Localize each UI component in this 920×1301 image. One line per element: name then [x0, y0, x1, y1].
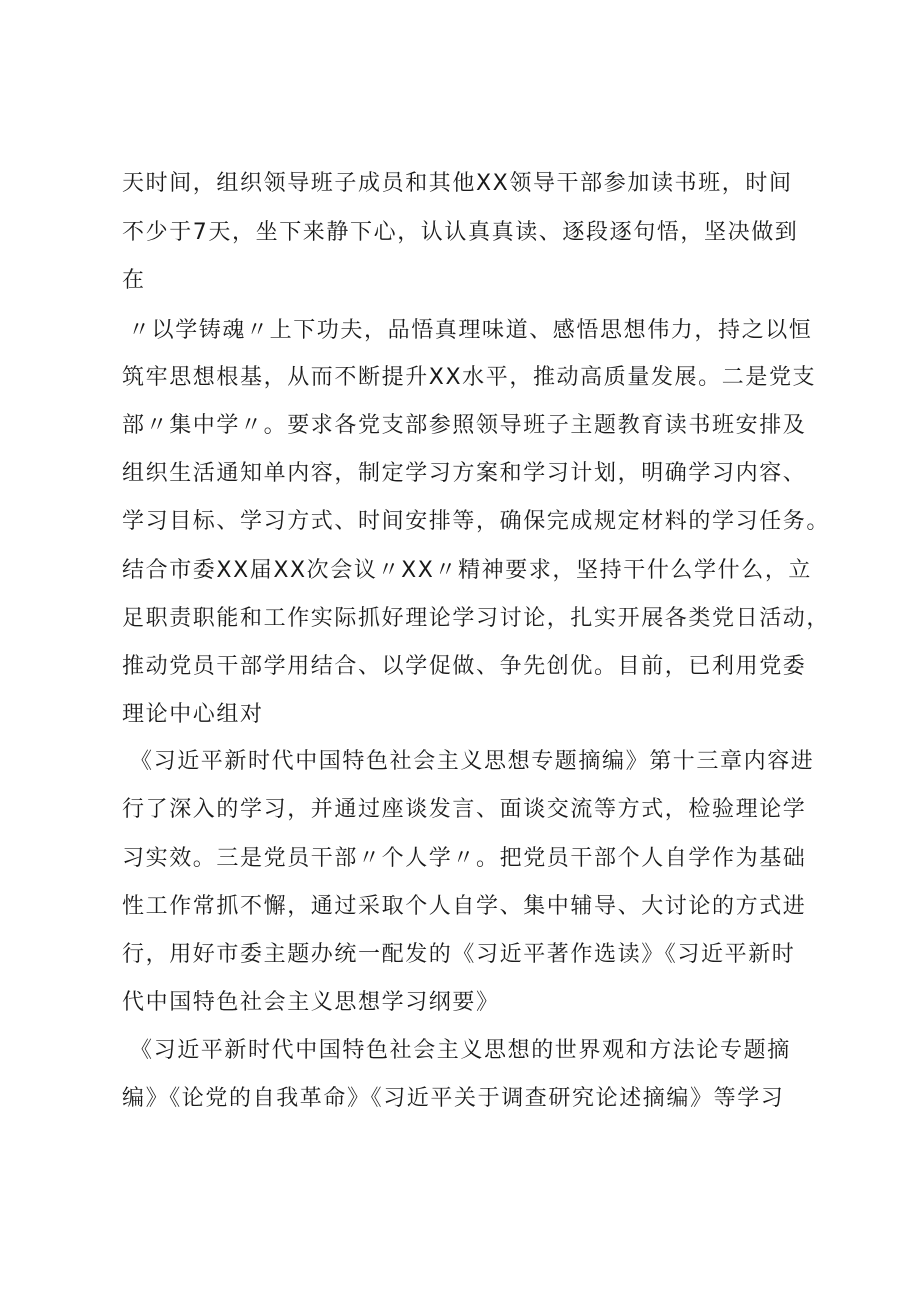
body-text-line: 《习近平新时代中国特色社会主义思想专题摘编》第十三章内容进: [130, 749, 815, 774]
body-text-line: 在: [122, 268, 146, 293]
body-text-line: 性工作常抓不懈，通过采取个人自学、集中辅导、大讨论的方式进: [122, 894, 807, 919]
body-text-line: 《习近平新时代中国特色社会主义思想的世界观和方法论专题摘: [130, 1038, 791, 1063]
body-text-line: 编》《论党的自我革命》《习近平关于调查研究论述摘编》等学习: [122, 1086, 785, 1111]
body-text-line: 不少于7天，坐下来静下心，认认真真读、逐段逐句悟，坚决做到: [122, 220, 799, 245]
body-text-line: 行了深入的学习，并通过座谈发言、面谈交流等方式，检验理论学: [122, 797, 807, 822]
body-text-line: 〃以学铸魂〃上下功夫，品悟真理味道、感悟思想伟力，持之以恒: [128, 318, 813, 343]
body-text-line: 代中国特色社会主义思想学习纲要》: [122, 990, 500, 1015]
body-text-line: 推动党员干部学用结合、以学促做、争先创优。目前，已利用党委: [122, 654, 807, 679]
body-text-line: 理论中心组对: [122, 702, 264, 727]
body-text-line: 天时间，组织领导班子成员和其他XX领导干部参加读书班，时间: [122, 171, 793, 196]
body-text-line: 部〃集中学〃。要求各党支部参照领导班子主题教育读书班安排及: [122, 413, 807, 438]
body-text-line: 学习目标、学习方式、时间安排等，确保完成规定材料的学习任务。: [122, 509, 831, 534]
body-text-line: 行，用好市委主题办统一配发的《习近平著作选读》《习近平新时: [122, 942, 796, 967]
body-text-line: 足职责职能和工作实际抓好理论学习讨论，扎实开展各类党日活动，: [122, 606, 831, 631]
body-text-line: 组织生活通知单内容，制定学习方案和学习计划，明确学习内容、: [122, 461, 807, 486]
body-text-line: 习实效。三是党员干部〃个人学〃。把党员干部个人自学作为基础: [122, 846, 807, 871]
body-text-line: 结合市委XX届XX次会议〃XX〃精神要求，坚持干什么学什么，立: [122, 558, 813, 583]
body-text-line: 筑牢思想根基，从而不断提升XX水平，推动高质量发展。二是党支: [122, 365, 817, 390]
